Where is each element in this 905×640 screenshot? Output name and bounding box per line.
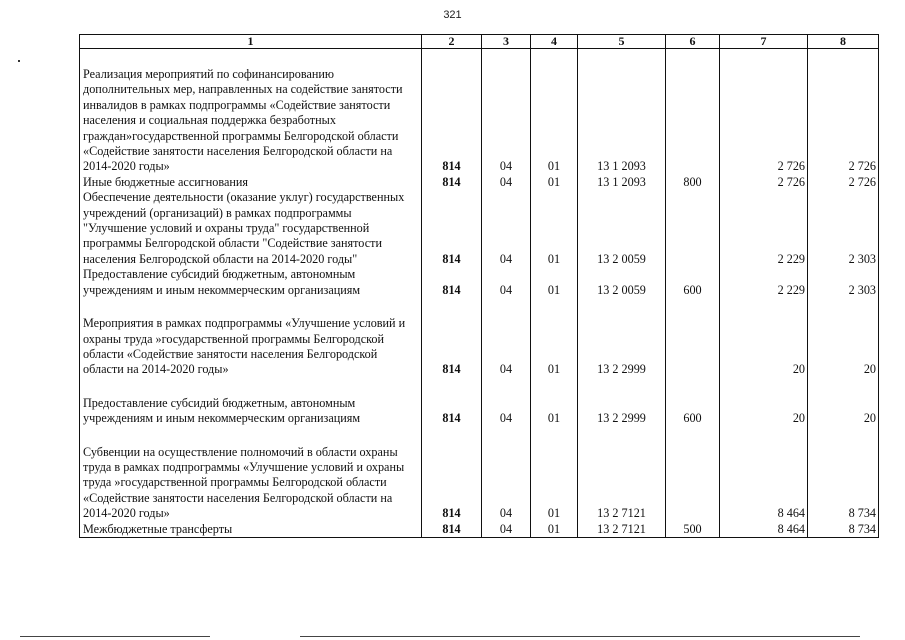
table-row [80, 522, 879, 538]
admin-code: 814 [422, 267, 482, 298]
admin-code: 814 [422, 67, 482, 175]
amount-col-7: 20 [720, 316, 808, 378]
table-row [80, 445, 879, 522]
scan-bottom-edge [20, 636, 210, 637]
scan-bottom-edge [300, 636, 860, 637]
scan-speck [18, 60, 20, 62]
table-spacer-row [80, 378, 879, 396]
table-spacer-row [80, 298, 879, 316]
admin-code: 814 [422, 522, 482, 538]
subsection-code: 01 [531, 267, 578, 298]
subsection-code: 01 [531, 67, 578, 175]
admin-code: 814 [422, 445, 482, 522]
row-description: Предоставление субсидий бюджетным, автономным учреждениям и иным некоммерческим организациям [80, 267, 422, 298]
table-row [80, 396, 879, 427]
target-article-code: 13 2 7121 [578, 445, 666, 522]
section-code: 04 [482, 267, 531, 298]
table-row [80, 190, 879, 267]
admin-code: 814 [422, 316, 482, 378]
amount-col-7: 20 [720, 396, 808, 427]
section-code: 04 [482, 316, 531, 378]
amount-col-8: 20 [808, 396, 879, 427]
section-code: 04 [482, 445, 531, 522]
subsection-code: 01 [531, 316, 578, 378]
section-code: 04 [482, 396, 531, 427]
section-code: 04 [482, 522, 531, 538]
expense-type-code [666, 67, 720, 175]
row-description: Субвенции на осуществление полномочий в области охраны труда в рамках подпрограммы «Улучшение условий и охраны труда »государственной программы Белгородской области «Содействие занятости населения Белгородской области на 2014-2020 годы» [80, 445, 422, 522]
target-article-code: 13 2 7121 [578, 522, 666, 538]
admin-code: 814 [422, 175, 482, 190]
amount-col-8: 2 303 [808, 267, 879, 298]
target-article-code: 13 2 2999 [578, 316, 666, 378]
header-col-6: 6 [666, 35, 720, 49]
amount-col-7: 2 229 [720, 190, 808, 267]
budget-table [79, 34, 879, 538]
expense-type-code [666, 190, 720, 267]
header-col-7: 7 [720, 35, 808, 49]
subsection-code: 01 [531, 190, 578, 267]
table-row [80, 175, 879, 190]
header-col-1: 1 [80, 35, 422, 49]
expense-type-code: 600 [666, 267, 720, 298]
target-article-code: 13 1 2093 [578, 67, 666, 175]
target-article-code: 13 1 2093 [578, 175, 666, 190]
table-row [80, 316, 879, 378]
admin-code: 814 [422, 396, 482, 427]
target-article-code: 13 2 2999 [578, 396, 666, 427]
amount-col-7: 8 464 [720, 445, 808, 522]
section-code: 04 [482, 175, 531, 190]
header-col-4: 4 [531, 35, 578, 49]
header-col-2: 2 [422, 35, 482, 49]
amount-col-8: 2 726 [808, 67, 879, 175]
target-article-code: 13 2 0059 [578, 190, 666, 267]
table-spacer-row [80, 49, 879, 68]
table-spacer-row [80, 427, 879, 445]
amount-col-7: 2 229 [720, 267, 808, 298]
row-description: Межбюджетные трансферты [80, 522, 422, 538]
page-number: 321 [443, 9, 462, 21]
target-article-code: 13 2 0059 [578, 267, 666, 298]
header-col-8: 8 [808, 35, 879, 49]
amount-col-8: 2 726 [808, 175, 879, 190]
amount-col-7: 8 464 [720, 522, 808, 538]
section-code: 04 [482, 190, 531, 267]
table-row [80, 67, 879, 175]
expense-type-code: 500 [666, 522, 720, 538]
expense-type-code: 600 [666, 396, 720, 427]
amount-col-7: 2 726 [720, 175, 808, 190]
amount-col-8: 2 303 [808, 190, 879, 267]
expense-type-code [666, 316, 720, 378]
admin-code: 814 [422, 190, 482, 267]
row-description: Иные бюджетные ассигнования [80, 175, 422, 190]
row-description: Обеспечение деятельности (оказание уклуг) государственных учреждений (организаций) в рамках подпрограммы "Улучшение условий и охраны труда" государственной программы Белгородской области "Содействие занятости населения Белгородской области на 2014-2020 годы" [80, 190, 422, 267]
table-row [80, 267, 879, 298]
amount-col-8: 8 734 [808, 522, 879, 538]
row-description: Реализация мероприятий по софинансированию дополнительных мер, направленных на содействие занятости инвалидов в рамках подпрограммы «Содействие занятости населения и социальная поддержка безработных граждан»государственной программы Белгородской области «Содействие занятости населения Белгородской области на 2014-2020 годы» [80, 67, 422, 175]
expense-type-code [666, 445, 720, 522]
amount-col-7: 2 726 [720, 67, 808, 175]
row-description: Предоставление субсидий бюджетным, автономным учреждениям и иным некоммерческим организациям [80, 396, 422, 427]
subsection-code: 01 [531, 175, 578, 190]
amount-col-8: 20 [808, 316, 879, 378]
header-row [80, 35, 879, 49]
expense-type-code: 800 [666, 175, 720, 190]
section-code: 04 [482, 67, 531, 175]
header-col-5: 5 [578, 35, 666, 49]
row-description: Мероприятия в рамках подпрограммы «Улучшение условий и охраны труда »государственной программы Белгородской области «Содействие занятости населения Белгородской области на 2014-2020 годы» [80, 316, 422, 378]
header-col-3: 3 [482, 35, 531, 49]
subsection-code: 01 [531, 445, 578, 522]
subsection-code: 01 [531, 396, 578, 427]
amount-col-8: 8 734 [808, 445, 879, 522]
subsection-code: 01 [531, 522, 578, 538]
